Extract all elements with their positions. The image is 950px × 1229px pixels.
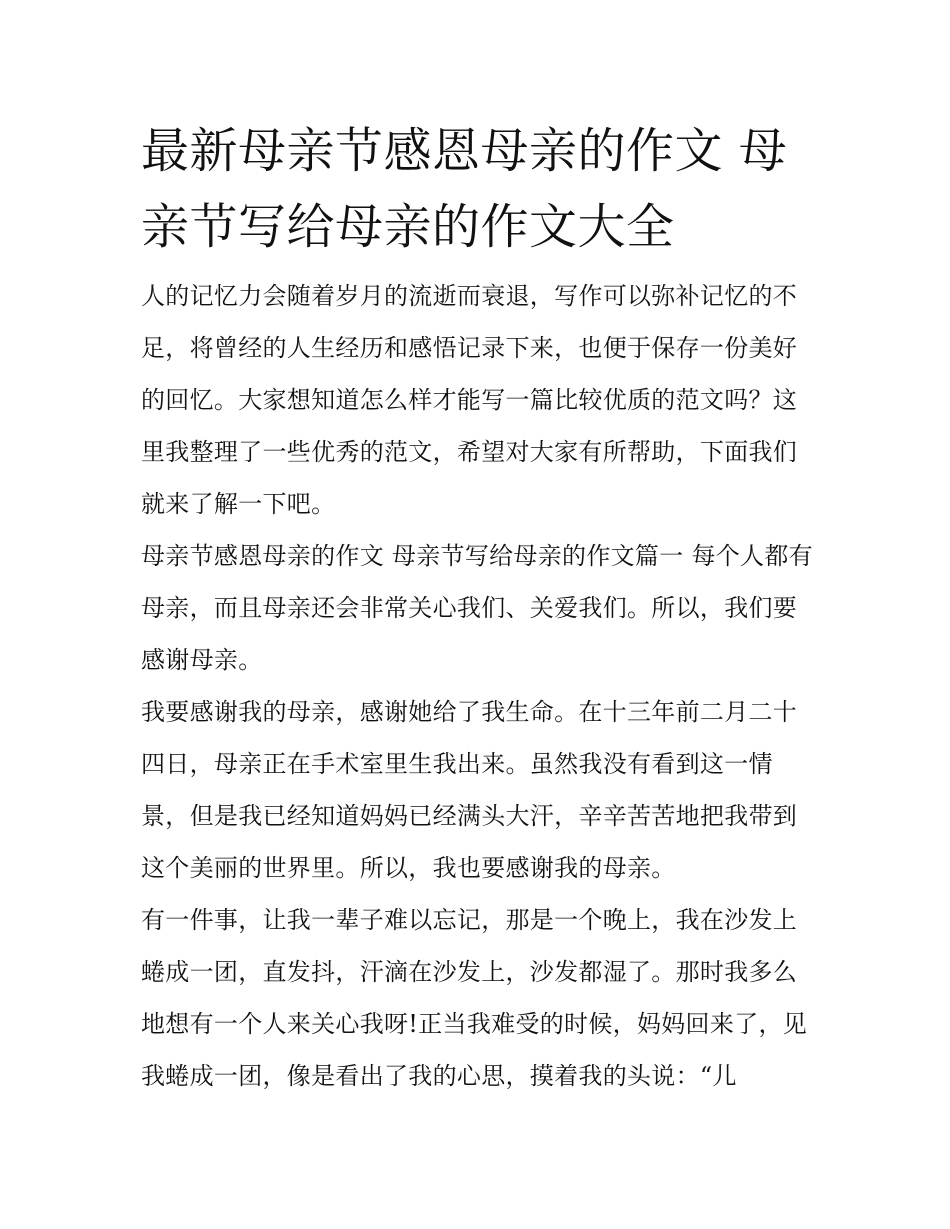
paragraph-essay-opening: 母亲节感恩母亲的作文 母亲节写给母亲的作文篇一 每个人都有母亲，而且母亲还会非常关心我们、关爱我们。所以，我们要感谢母亲。 [141, 542, 813, 674]
paragraph-birth: 我要感谢我的母亲，感谢她给了我生命。在十三年前二月二十四日，母亲正在手术室里生我出来。虽然我没有看到这一情景，但是我已经知道妈妈已经满头大汗，辛辛苦苦地把我带到这个美丽的世界里。所以，我也要感谢我的母亲。 [141, 698, 798, 882]
document-title: 最新母亲节感恩母亲的作文 母亲节写给母亲的作文大全 [141, 123, 788, 255]
document-body [141, 270, 813, 1102]
paragraph-memory: 有一件事，让我一辈子难以忘记，那是一个晚上，我在沙发上蜷成一团，直发抖，汗滴在沙发上，沙发都湿了。那时我多么地想有一个人来关心我呀!正当我难受的时候，妈妈回来了，见我蜷成一团，像是看出了我的心思，摸着我的头说：“儿 [141, 906, 808, 1090]
paragraph-intro: 人的记忆力会随着岁月的流逝而衰退，写作可以弥补记忆的不足，将曾经的人生经历和感悟记录下来，也便于保存一份美好的回忆。大家想知道怎么样才能写一篇比较优质的范文吗？这里我整理了一些优秀的范文，希望对大家有所帮助，下面我们就来了解一下吧。 [141, 282, 798, 518]
